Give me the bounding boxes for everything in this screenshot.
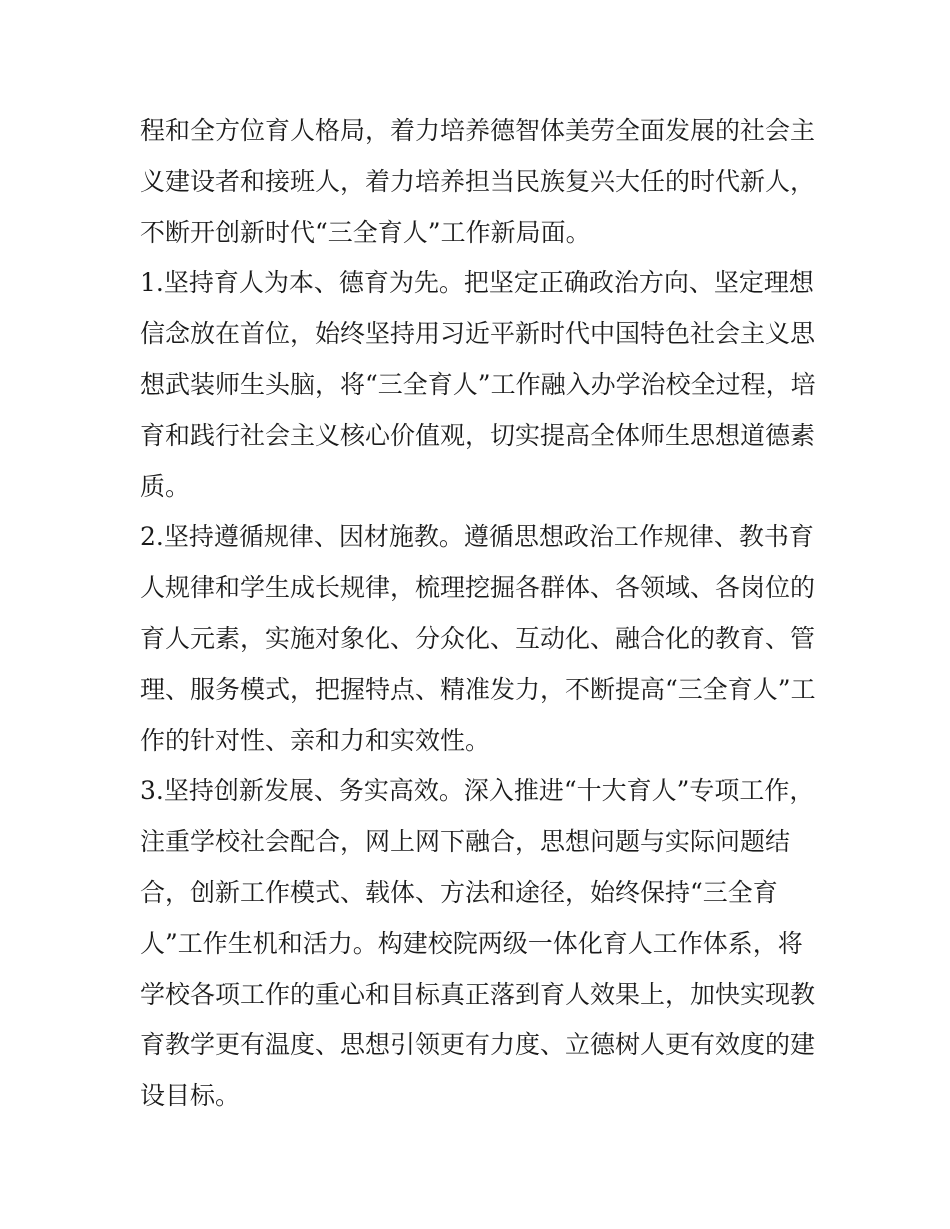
paragraph-point-3: 3.坚持创新发展、务实高效。深入推进“十大育人”专项工作，注重学校社会配合，网上网下融合，思想问题与实际问题结合，创新工作模式、载体、方法和途径，始终保持“三全育人”工作生机和活力。构建校院两级一体化育人工作体系，将学校各项工作的重心和目标真正落到育人效果上，加快实现教育教学更有温度、思想引领更有力度、立德树人更有效度的建设目标。 (140, 776, 816, 1111)
paragraph-point-2: 2.坚持遵循规律、因材施教。遵循思想政治工作规律、教书育人规律和学生成长规律，梳理挖掘各群体、各领域、各岗位的育人元素，实施对象化、分众化、互动化、融合化的教育、管理、服务模式，把握特点、精准发力，不断提高“三全育人”工作的针对性、亲和力和实效性。 (140, 522, 816, 755)
document-body (140, 106, 816, 1122)
paragraph-point-1: 1.坚持育人为本、德育为先。把坚定正确政治方向、坚定理想信念放在首位，始终坚持用习近平新时代中国特色社会主义思想武装师生头脑，将“三全育人”工作融入办学治校全过程，培育和践行社会主义核心价值观，切实提高全体师生思想道德素质。 (140, 268, 816, 501)
paragraph-intro-continuation: 程和全方位育人格局，着力培养德智体美劳全面发展的社会主义建设者和接班人，着力培养担当民族复兴大任的时代新人，不断开创新时代“三全育人”工作新局面。 (140, 116, 816, 247)
